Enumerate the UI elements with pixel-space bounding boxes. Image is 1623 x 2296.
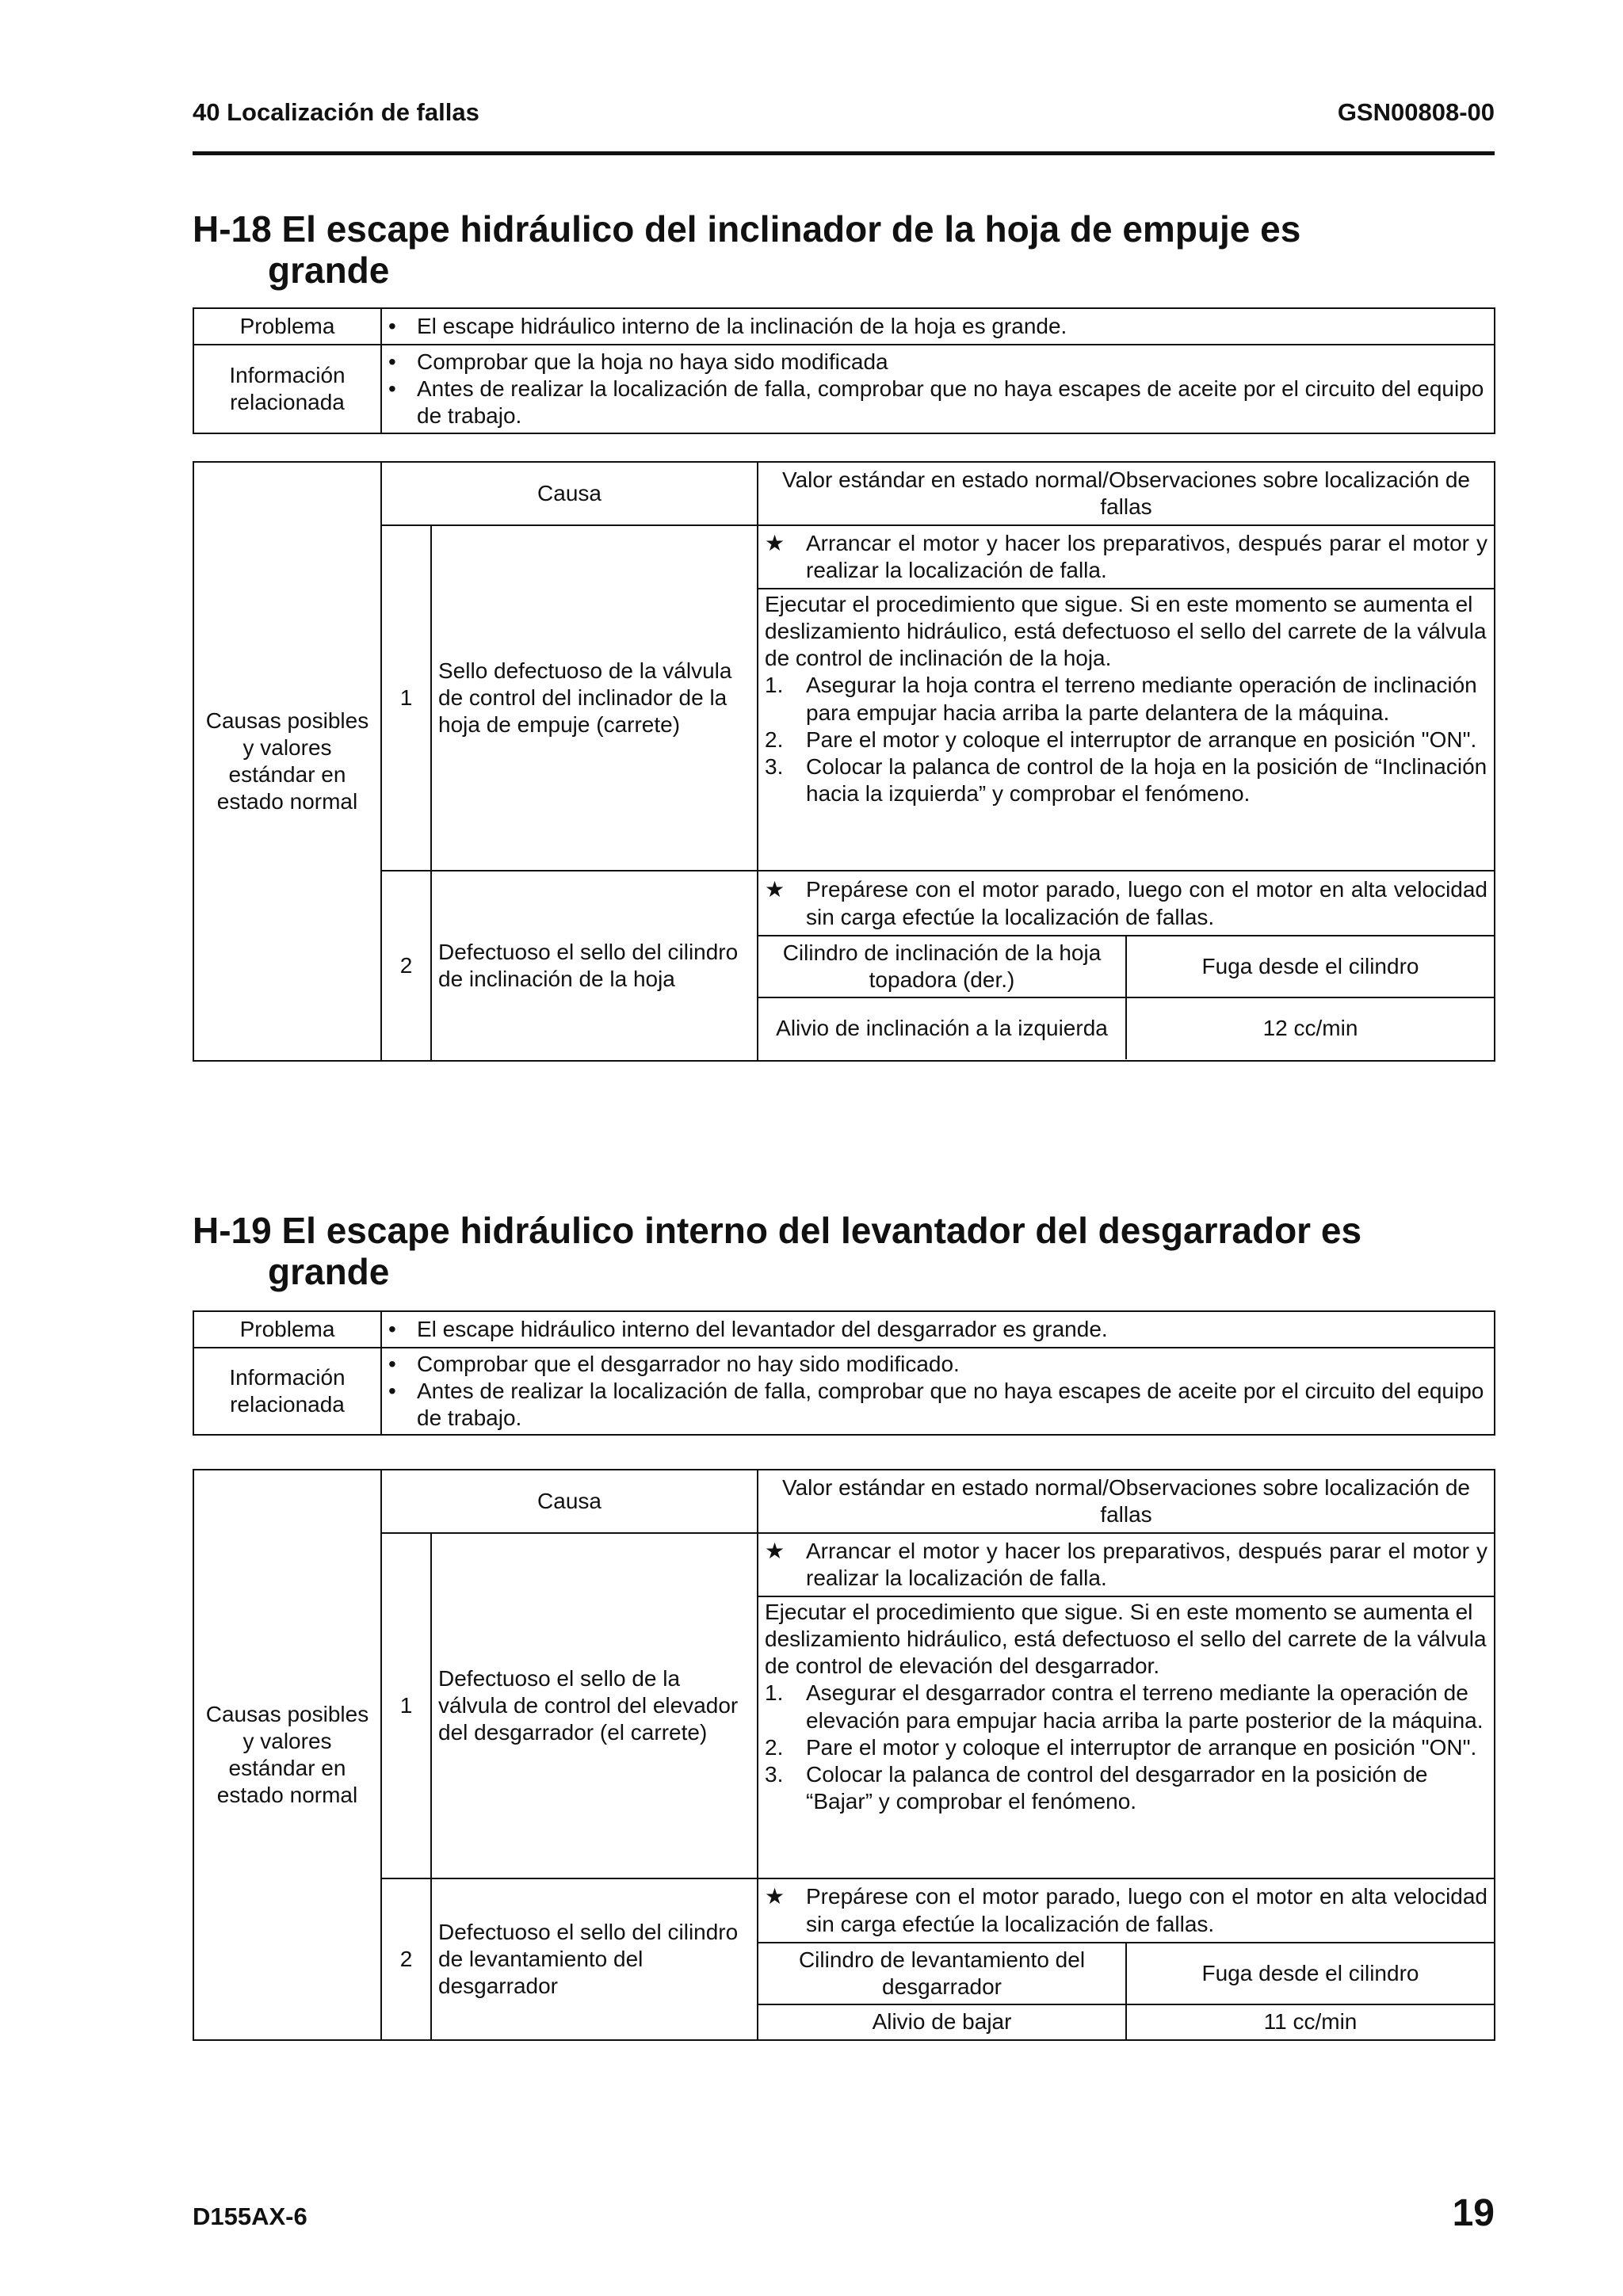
cause-description: Defectuoso el sello del cilindro de levantamiento del desgarrador: [431, 1878, 758, 2040]
measure-item: Alivio de inclinación a la izquierda: [758, 997, 1126, 1059]
causa-header: Causa: [381, 462, 758, 525]
page-header: [193, 98, 1495, 155]
step-number: 1.: [765, 673, 784, 698]
bullet-icon: •: [388, 1316, 396, 1341]
procedure-intro: Ejecutar el procedimiento que sigue. Si en este momento se aumenta el deslizamiento hidráulico, está defectuoso el sello del carrete de la válvula de control de elevación del desgarrador.: [765, 1600, 1487, 1679]
measure-item: Cilindro de inclinación de la hoja topadora (der.): [758, 936, 1126, 997]
step-text: Asegurar el desgarrador contra el terreno mediante la operación de elevación para empujar hacia arriba la parte posterior de la máquina.: [806, 1680, 1484, 1733]
star-icon: ★: [765, 530, 785, 555]
measure-item: Cilindro de levantamiento del desgarrador: [758, 1943, 1126, 2004]
info-item: Antes de realizar la localización de falla, comprobar que no haya escapes de aceite por el circuito del equipo de trabajo.: [417, 376, 1484, 429]
cause-description: Defectuoso el sello del cilindro de inclinación de la hoja: [431, 871, 758, 1061]
problema-text: El escape hidráulico interno del levantador del desgarrador es grande.: [417, 1316, 1108, 1341]
measure-value: Fuga desde el cilindro: [1126, 1943, 1494, 2004]
causes-table-h19: [193, 1469, 1495, 2041]
info-label: Información relacionada: [193, 1348, 381, 1435]
cause-number: 1: [381, 525, 431, 871]
measure-value: 12 cc/min: [1126, 997, 1494, 1059]
star-icon: ★: [765, 877, 785, 902]
model-number: D155AX-6: [193, 2203, 307, 2230]
measure-item: Alivio de bajar: [758, 2004, 1126, 2039]
bullet-icon: •: [388, 1351, 396, 1376]
chapter-title: 40 Localización de fallas: [193, 98, 479, 126]
bullet-icon: •: [388, 1378, 396, 1403]
star-note: Prepárese con el motor parado, luego con el motor en alta velocidad sin carga efectúe la localización de fallas.: [806, 1884, 1487, 1936]
section-title-h18: H-18 El escape hidráulico del inclinador de la hoja de empuje es grande: [193, 208, 1301, 291]
star-note: Arrancar el motor y hacer los preparativos, después parar el motor y realizar la localización de falla.: [806, 530, 1487, 582]
info-table-h19: [193, 1310, 1495, 1436]
info-item: Antes de realizar la localización de falla, comprobar que no haya escapes de aceite por el circuito del equipo de trabajo.: [417, 1378, 1484, 1431]
step-number: 2.: [765, 727, 784, 752]
bullet-icon: •: [388, 349, 396, 374]
info-item: Comprobar que el desgarrador no hay sido modificado.: [417, 1351, 960, 1376]
info-table-h18: [193, 307, 1495, 434]
measurement-table: [758, 872, 1494, 1059]
causes-label: Causas posibles y valores estándar en estado normal: [193, 1470, 381, 2040]
bullet-icon: •: [388, 376, 396, 401]
cause-number: 2: [381, 1878, 431, 2040]
page-number: 19: [1452, 2192, 1495, 2234]
section-title-h19: H-19 El escape hidráulico interno del levantador del desgarrador es grande: [193, 1210, 1362, 1292]
star-icon: ★: [765, 1884, 785, 1909]
cause-number: 1: [381, 1533, 431, 1878]
valor-header: Valor estándar en estado normal/Observaciones sobre localización de fallas: [758, 462, 1495, 525]
cause-description: Defectuoso el sello de la válvula de control del elevador del desgarrador (el carrete): [431, 1533, 758, 1878]
problema-label: Problema: [193, 308, 381, 345]
valor-header: Valor estándar en estado normal/Observaciones sobre localización de fallas: [758, 1470, 1495, 1533]
step-number: 2.: [765, 1734, 784, 1760]
step-text: Pare el motor y coloque el interruptor de arranque en posición "ON".: [806, 727, 1477, 752]
step-number: 1.: [765, 1680, 784, 1706]
star-icon: ★: [765, 1538, 785, 1563]
causes-table-h18: [193, 461, 1495, 1062]
star-note: Prepárese con el motor parado, luego con el motor en alta velocidad sin carga efectúe la localización de fallas.: [806, 877, 1487, 929]
cause-description: Sello defectuoso de la válvula de control del inclinador de la hoja de empuje (carrete): [431, 525, 758, 871]
star-note: Arrancar el motor y hacer los preparativos, después parar el motor y realizar la localización de falla.: [806, 1538, 1487, 1590]
causes-label: Causas posibles y valores estándar en estado normal: [193, 462, 381, 1061]
step-text: Colocar la palanca de control del desgarrador en la posición de “Bajar” y comprobar el fenómeno.: [806, 1761, 1428, 1814]
cause-number: 2: [381, 871, 431, 1061]
step-number: 3.: [765, 1761, 784, 1787]
problema-text: El escape hidráulico interno de la inclinación de la hoja es grande.: [417, 313, 1067, 338]
problema-label: Problema: [193, 1311, 381, 1348]
step-text: Asegurar la hoja contra el terreno mediante operación de inclinación para empujar hacia arriba la parte delantera de la máquina.: [806, 673, 1477, 725]
document-code: GSN00808-00: [1337, 98, 1495, 126]
step-text: Colocar la palanca de control de la hoja en la posición de “Inclinación hacia la izquierda” y comprobar el fenómeno.: [806, 753, 1487, 807]
procedure-intro: Ejecutar el procedimiento que sigue. Si en este momento se aumenta el deslizamiento hidráulico, está defectuoso el sello del carrete de la válvula de control de inclinación de la hoja.: [765, 592, 1487, 671]
step-text: Pare el motor y coloque el interruptor de arranque en posición "ON".: [806, 1734, 1477, 1760]
info-label: Información relacionada: [193, 345, 381, 433]
causa-header: Causa: [381, 1470, 758, 1533]
bullet-icon: •: [388, 313, 396, 338]
info-item: Comprobar que la hoja no haya sido modificada: [417, 349, 888, 374]
measure-value: Fuga desde el cilindro: [1126, 936, 1494, 997]
measurement-table: [758, 1879, 1494, 2039]
step-number: 3.: [765, 753, 784, 779]
measure-value: 11 cc/min: [1126, 2004, 1494, 2039]
